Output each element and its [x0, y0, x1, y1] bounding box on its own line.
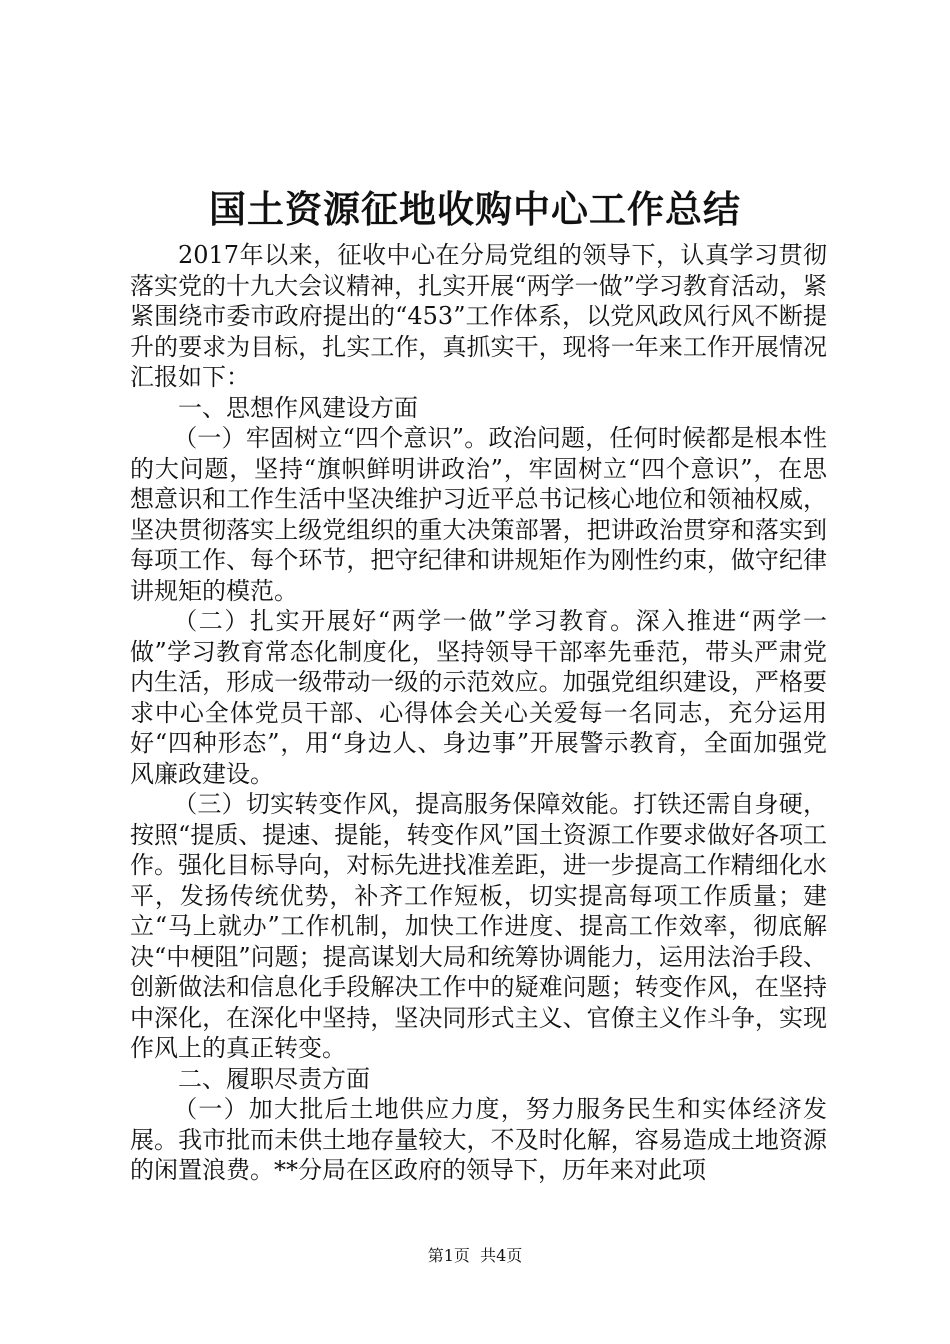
paragraph-1-3: （三）切实转变作风，提高服务保障效能。打铁还需自身硬，按照“提质、提速、提能，转变作风”国土资源工作要求做好各项工作。强化目标导向，对标先进找准差距，进一步提高工作精细化水平，发扬传统优势，补齐工作短板，切实提高每项工作质量；建立“马上就办”工作机制，加快工作进度、提高工作效率，彻底解决“中梗阻”问题；提高谋划大局和统筹协调能力，运用法治手段、创新做法和信息化手段解决工作中的疑难问题；转变作风，在坚持中深化，在深化中坚持，坚决同形式主义、官僚主义作斗争，实现作风上的真正转变。 — [130, 790, 827, 1062]
page-footer — [0, 1246, 950, 1266]
intro-paragraph: 2017年以来，征收中心在分局党组的领导下，认真学习贯彻落实党的十九大会议精神，扎实开展“两学一做”学习教育活动，紧紧围绕市委市政府提出的“453”工作体系，以党风政风行风不断提升的要求为目标，扎实工作，真抓实干，现将一年来工作开展情况汇报如下： — [130, 241, 827, 391]
document-body — [130, 240, 827, 1186]
paragraph-1-1: （一）牢固树立“四个意识”。政治问题，任何时候都是根本性的大问题，坚持“旗帜鲜明讲政治”，牢固树立“四个意识”，在思想意识和工作生活中坚决维护习近平总书记核心地位和领袖权威，坚决贯彻落实上级党组织的重大决策部署，把讲政治贯穿和落实到每项工作、每个环节，把守纪律和讲规矩作为刚性约束，做守纪律讲规矩的模范。 — [130, 424, 827, 605]
document-title: 国土资源征地收购中心工作总结 — [209, 187, 741, 231]
section-heading-1: 一、思想作风建设方面 — [178, 393, 418, 422]
section-heading-2: 二、履职尽责方面 — [178, 1064, 370, 1093]
paragraph-1-2: （二）扎实开展好“两学一做”学习教育。深入推进“两学一做”学习教育常态化制度化，坚持领导干部率先垂范，带头严肃党内生活，形成一级带动一级的示范效应。加强党组织建设，严格要求中心全体党员干部、心得体会关心关爱每一名同志，充分运用好“四种形态”，用“身边人、身边事”开展警示教育，全面加强党风廉政建设。 — [130, 607, 827, 788]
page-number: 第1页 共4页 — [427, 1246, 523, 1265]
paragraph-2-1: （一）加大批后土地供应力度，努力服务民生和实体经济发展。我市批而未供土地存量较大，不及时化解，容易造成土地资源的闲置浪费。**分局在区政府的领导下，历年来对此项 — [130, 1095, 827, 1184]
